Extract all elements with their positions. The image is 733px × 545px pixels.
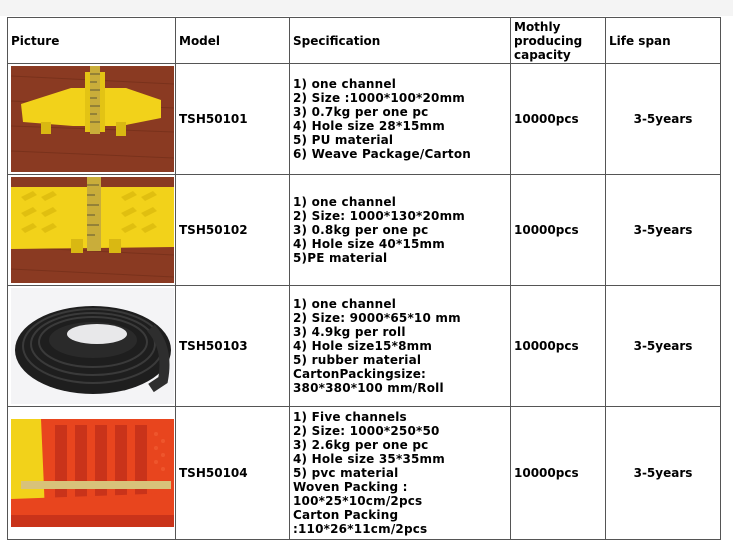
specification-cell	[290, 407, 511, 540]
specification-cell	[290, 286, 511, 407]
life-span-cell: 3-5years	[606, 286, 721, 407]
spec-line: 5) PU material	[293, 133, 394, 147]
table-row	[8, 286, 721, 407]
spec-line: 3) 4.9kg per roll	[293, 325, 406, 339]
model-cell: TSH50101	[176, 64, 290, 175]
spec-line: 380*380*100 mm/Roll	[293, 381, 444, 395]
table-row	[8, 175, 721, 286]
spec-line: 4) Hole size15*8mm	[293, 339, 433, 353]
spec-line: 100*25*10cm/2pcs	[293, 494, 423, 508]
spec-line: 2) Size: 9000*65*10 mm	[293, 311, 461, 325]
spec-line: Woven Packing :	[293, 480, 408, 494]
table-row	[8, 64, 721, 175]
product-spec-table	[7, 17, 721, 540]
spec-line: 4) Hole size 35*35mm	[293, 452, 445, 466]
table-row	[8, 407, 721, 540]
product-photo-cell	[8, 286, 176, 407]
capacity-cell: 10000pcs	[511, 64, 606, 175]
spec-line: :110*26*11cm/2pcs	[293, 522, 428, 536]
model-cell: TSH50104	[176, 407, 290, 540]
product-photo-cell	[8, 175, 176, 286]
spec-line: 1) Five channels	[293, 410, 407, 424]
spec-line: 5)PE material	[293, 251, 388, 265]
header-row	[8, 18, 721, 64]
spec-line: 4) Hole size 40*15mm	[293, 237, 445, 251]
header-specification: Specification	[290, 18, 511, 64]
yellow-cable-protector-photo	[11, 66, 174, 172]
capacity-cell: 10000pcs	[511, 175, 606, 286]
spec-line: CartonPackingsize:	[293, 367, 427, 381]
model-cell: TSH50103	[176, 286, 290, 407]
product-photo-cell	[8, 407, 176, 540]
spec-line: 1) one channel	[293, 195, 397, 209]
top-strip	[0, 0, 733, 16]
spec-line: Carton Packing	[293, 508, 399, 522]
spec-line: 2) Size: 1000*250*50	[293, 424, 440, 438]
spec-line: 6) Weave Package/Carton	[293, 147, 472, 161]
header-picture: Picture	[8, 18, 176, 64]
header-model: Model	[176, 18, 290, 64]
model-cell: TSH50102	[176, 175, 290, 286]
header-capacity-line: Mothly	[514, 19, 561, 34]
spec-line: 1) one channel	[293, 77, 397, 91]
specification-cell	[290, 175, 511, 286]
life-span-cell: 3-5years	[606, 64, 721, 175]
life-span-cell: 3-5years	[606, 407, 721, 540]
capacity-cell: 10000pcs	[511, 407, 606, 540]
capacity-cell: 10000pcs	[511, 286, 606, 407]
spec-line: 2) Size :1000*100*20mm	[293, 91, 465, 105]
header-capacity-line: producing	[514, 33, 583, 48]
specification-cell	[290, 64, 511, 175]
spec-line: 2) Size: 1000*130*20mm	[293, 209, 465, 223]
spec-line: 3) 0.7kg per one pc	[293, 105, 429, 119]
header-life-span: Life span	[606, 18, 721, 64]
spec-line: 5) pvc material	[293, 466, 399, 480]
spec-line: 3) 2.6kg per one pc	[293, 438, 429, 452]
product-photo-cell	[8, 64, 176, 175]
life-span-cell: 3-5years	[606, 175, 721, 286]
yellow-cable-protector-photo	[11, 177, 174, 283]
rubber-cable-roll-photo	[11, 288, 174, 404]
spec-line: 4) Hole size 28*15mm	[293, 119, 445, 133]
spec-line: 5) rubber material	[293, 353, 422, 367]
header-capacity-line: capacity	[514, 47, 571, 62]
header-capacity	[511, 18, 606, 64]
spec-line: 3) 0.8kg per one pc	[293, 223, 429, 237]
spec-line: 1) one channel	[293, 297, 397, 311]
orange-five-channel-protector-photo	[11, 419, 174, 527]
